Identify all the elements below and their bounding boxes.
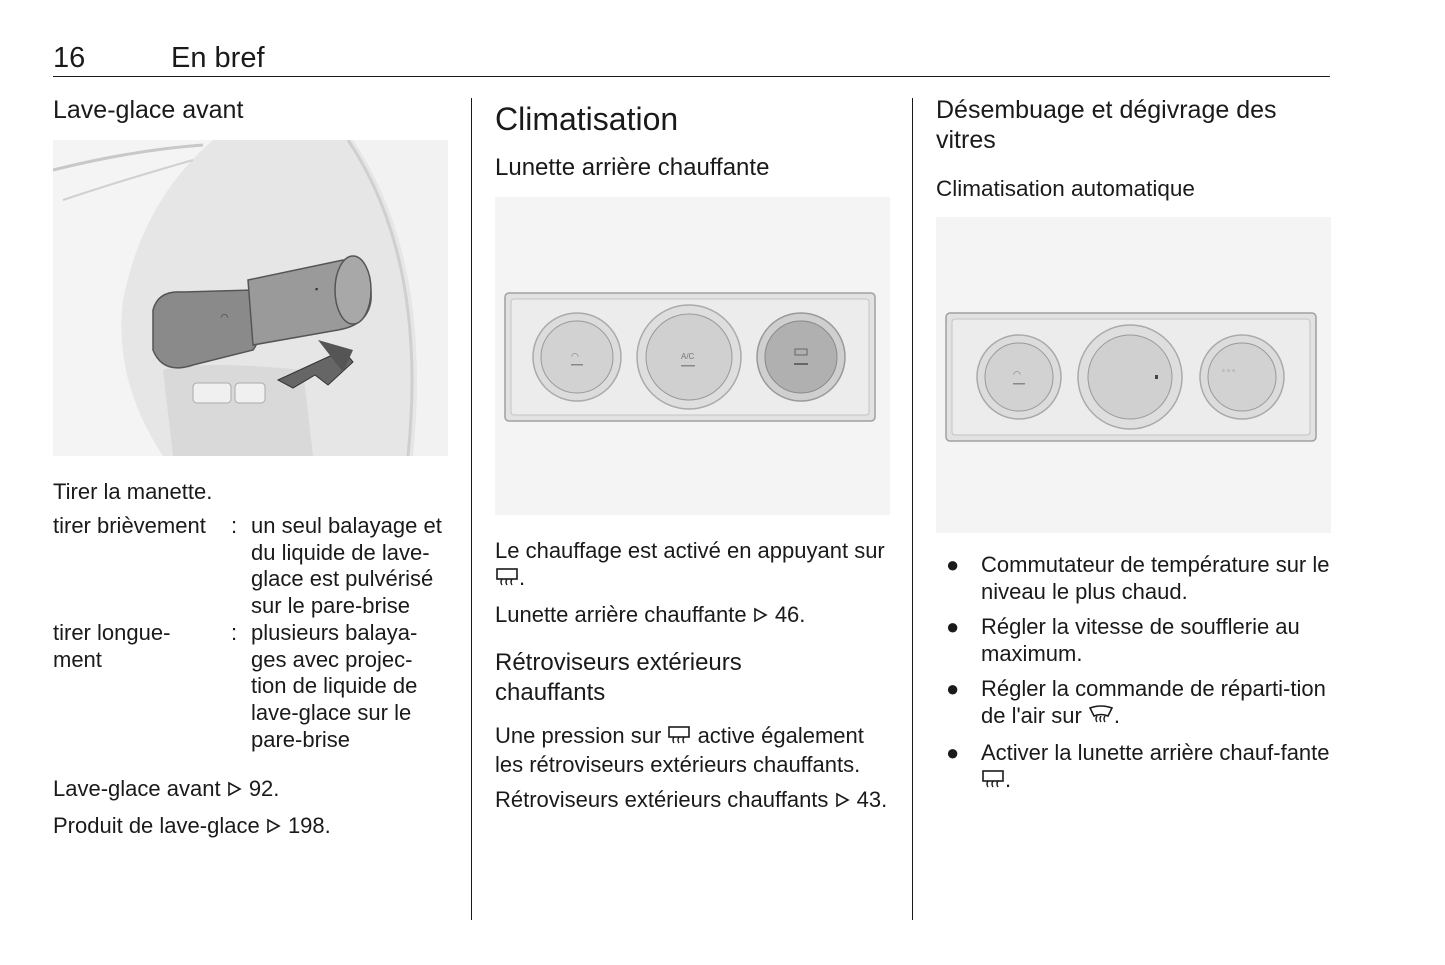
rear-window-heating-icon bbox=[495, 566, 519, 593]
paragraph-text: active également les rétroviseurs extérieurs chauffants. bbox=[495, 723, 864, 777]
list-item bbox=[936, 675, 1331, 731]
page-number: 16 bbox=[53, 42, 86, 74]
svg-text:A/C: A/C bbox=[681, 352, 695, 361]
instruction-text: Tirer la manette. bbox=[53, 479, 213, 504]
column-washer bbox=[53, 95, 453, 841]
column-divider bbox=[471, 98, 472, 920]
column-divider bbox=[912, 98, 913, 920]
paragraph-text: Une pression sur bbox=[495, 723, 662, 748]
column-climate bbox=[495, 99, 895, 815]
list-item-text: Commutateur de température sur le niveau le plus chaud. bbox=[981, 552, 1330, 604]
list-item bbox=[936, 739, 1331, 795]
instruction-list bbox=[936, 551, 1331, 795]
rear-window-heating-icon bbox=[981, 768, 1005, 795]
definition-separator: : bbox=[231, 513, 238, 538]
climate-panel-illustration bbox=[495, 197, 890, 515]
bullet-icon: ● bbox=[946, 740, 960, 765]
svg-text:◠: ◠ bbox=[1013, 369, 1021, 379]
page-title: En bref bbox=[171, 42, 265, 74]
reference-page: 198. bbox=[287, 813, 331, 839]
reference-text: Lunette arrière chauffante bbox=[495, 602, 747, 627]
list-item-text: Activer la lunette arrière chauf-fante bbox=[981, 740, 1330, 765]
paragraph-text: Le chauffage est activé en appuyant sur bbox=[495, 538, 885, 563]
cross-reference[interactable] bbox=[53, 775, 453, 804]
bullet-icon: ● bbox=[946, 676, 960, 701]
windscreen-defrost-icon bbox=[1088, 704, 1114, 731]
list-item-text: Régler la commande de réparti-tion de l'air sur bbox=[981, 676, 1326, 728]
list-item-text: Régler la vitesse de soufflerie au maximum. bbox=[981, 614, 1300, 666]
paragraph bbox=[495, 722, 895, 778]
wiper-stalk-illustration bbox=[53, 140, 448, 456]
paragraph-text: . bbox=[519, 565, 526, 590]
reference-arrow-icon bbox=[266, 814, 282, 841]
definition-separator: : bbox=[231, 619, 238, 645]
column-defrost bbox=[936, 95, 1331, 803]
chapter-heading: Climatisation bbox=[495, 101, 679, 137]
list-item-text: . bbox=[1113, 703, 1121, 728]
svg-text:▪: ▪ bbox=[315, 284, 319, 294]
reference-text: Lave-glace avant bbox=[53, 776, 221, 802]
list-item bbox=[936, 551, 1331, 605]
definition-description: plusieurs balaya-ges avec projec-tion de liquide de lave-glace sur le pare-brise bbox=[251, 619, 418, 752]
section-heading: Lave-glace avant bbox=[53, 96, 244, 124]
bullet-icon: ● bbox=[946, 614, 960, 639]
bullet-icon: ● bbox=[946, 552, 960, 577]
svg-text:◦ ◦ ◦: ◦ ◦ ◦ bbox=[1222, 366, 1235, 375]
list-item-text: . bbox=[1005, 767, 1012, 792]
cross-reference[interactable] bbox=[53, 812, 453, 841]
cross-reference[interactable] bbox=[495, 601, 895, 630]
paragraph bbox=[495, 537, 895, 593]
reference-text: Produit de lave-glace bbox=[53, 813, 260, 839]
reference-text: Rétroviseurs extérieurs chauffants bbox=[495, 787, 829, 812]
reference-page: 43. bbox=[856, 787, 888, 812]
cross-reference[interactable] bbox=[495, 786, 895, 815]
list-item bbox=[936, 613, 1331, 667]
page-header bbox=[53, 40, 1330, 77]
reference-page: 92. bbox=[248, 776, 280, 802]
subsection-heading: Climatisation automatique bbox=[936, 176, 1195, 201]
definition-term: tirer longue-ment bbox=[53, 619, 171, 672]
definition-row bbox=[53, 513, 453, 620]
svg-text:◜◝: ◜◝ bbox=[221, 312, 228, 322]
automatic-climate-panel-illustration bbox=[936, 217, 1331, 533]
rear-window-heating-icon bbox=[667, 724, 691, 751]
definition-row bbox=[53, 620, 453, 754]
section-heading: Rétroviseurs extérieurs chauffants bbox=[495, 649, 742, 706]
section-heading: Lunette arrière chauffante bbox=[495, 154, 770, 181]
reference-page: 46. bbox=[774, 602, 806, 627]
action-definition-list bbox=[53, 513, 453, 753]
definition-description: un seul balayage et du liquide de lave-glace est pulvérisé sur le pare-brise bbox=[251, 513, 442, 619]
reference-arrow-icon bbox=[753, 603, 769, 630]
reference-arrow-icon bbox=[227, 777, 243, 804]
svg-text:◠: ◠ bbox=[571, 351, 579, 361]
reference-arrow-icon bbox=[835, 788, 851, 815]
definition-term: tirer brièvement bbox=[53, 513, 206, 538]
section-heading: Désembuage et dégivrage des vitres bbox=[936, 96, 1277, 154]
